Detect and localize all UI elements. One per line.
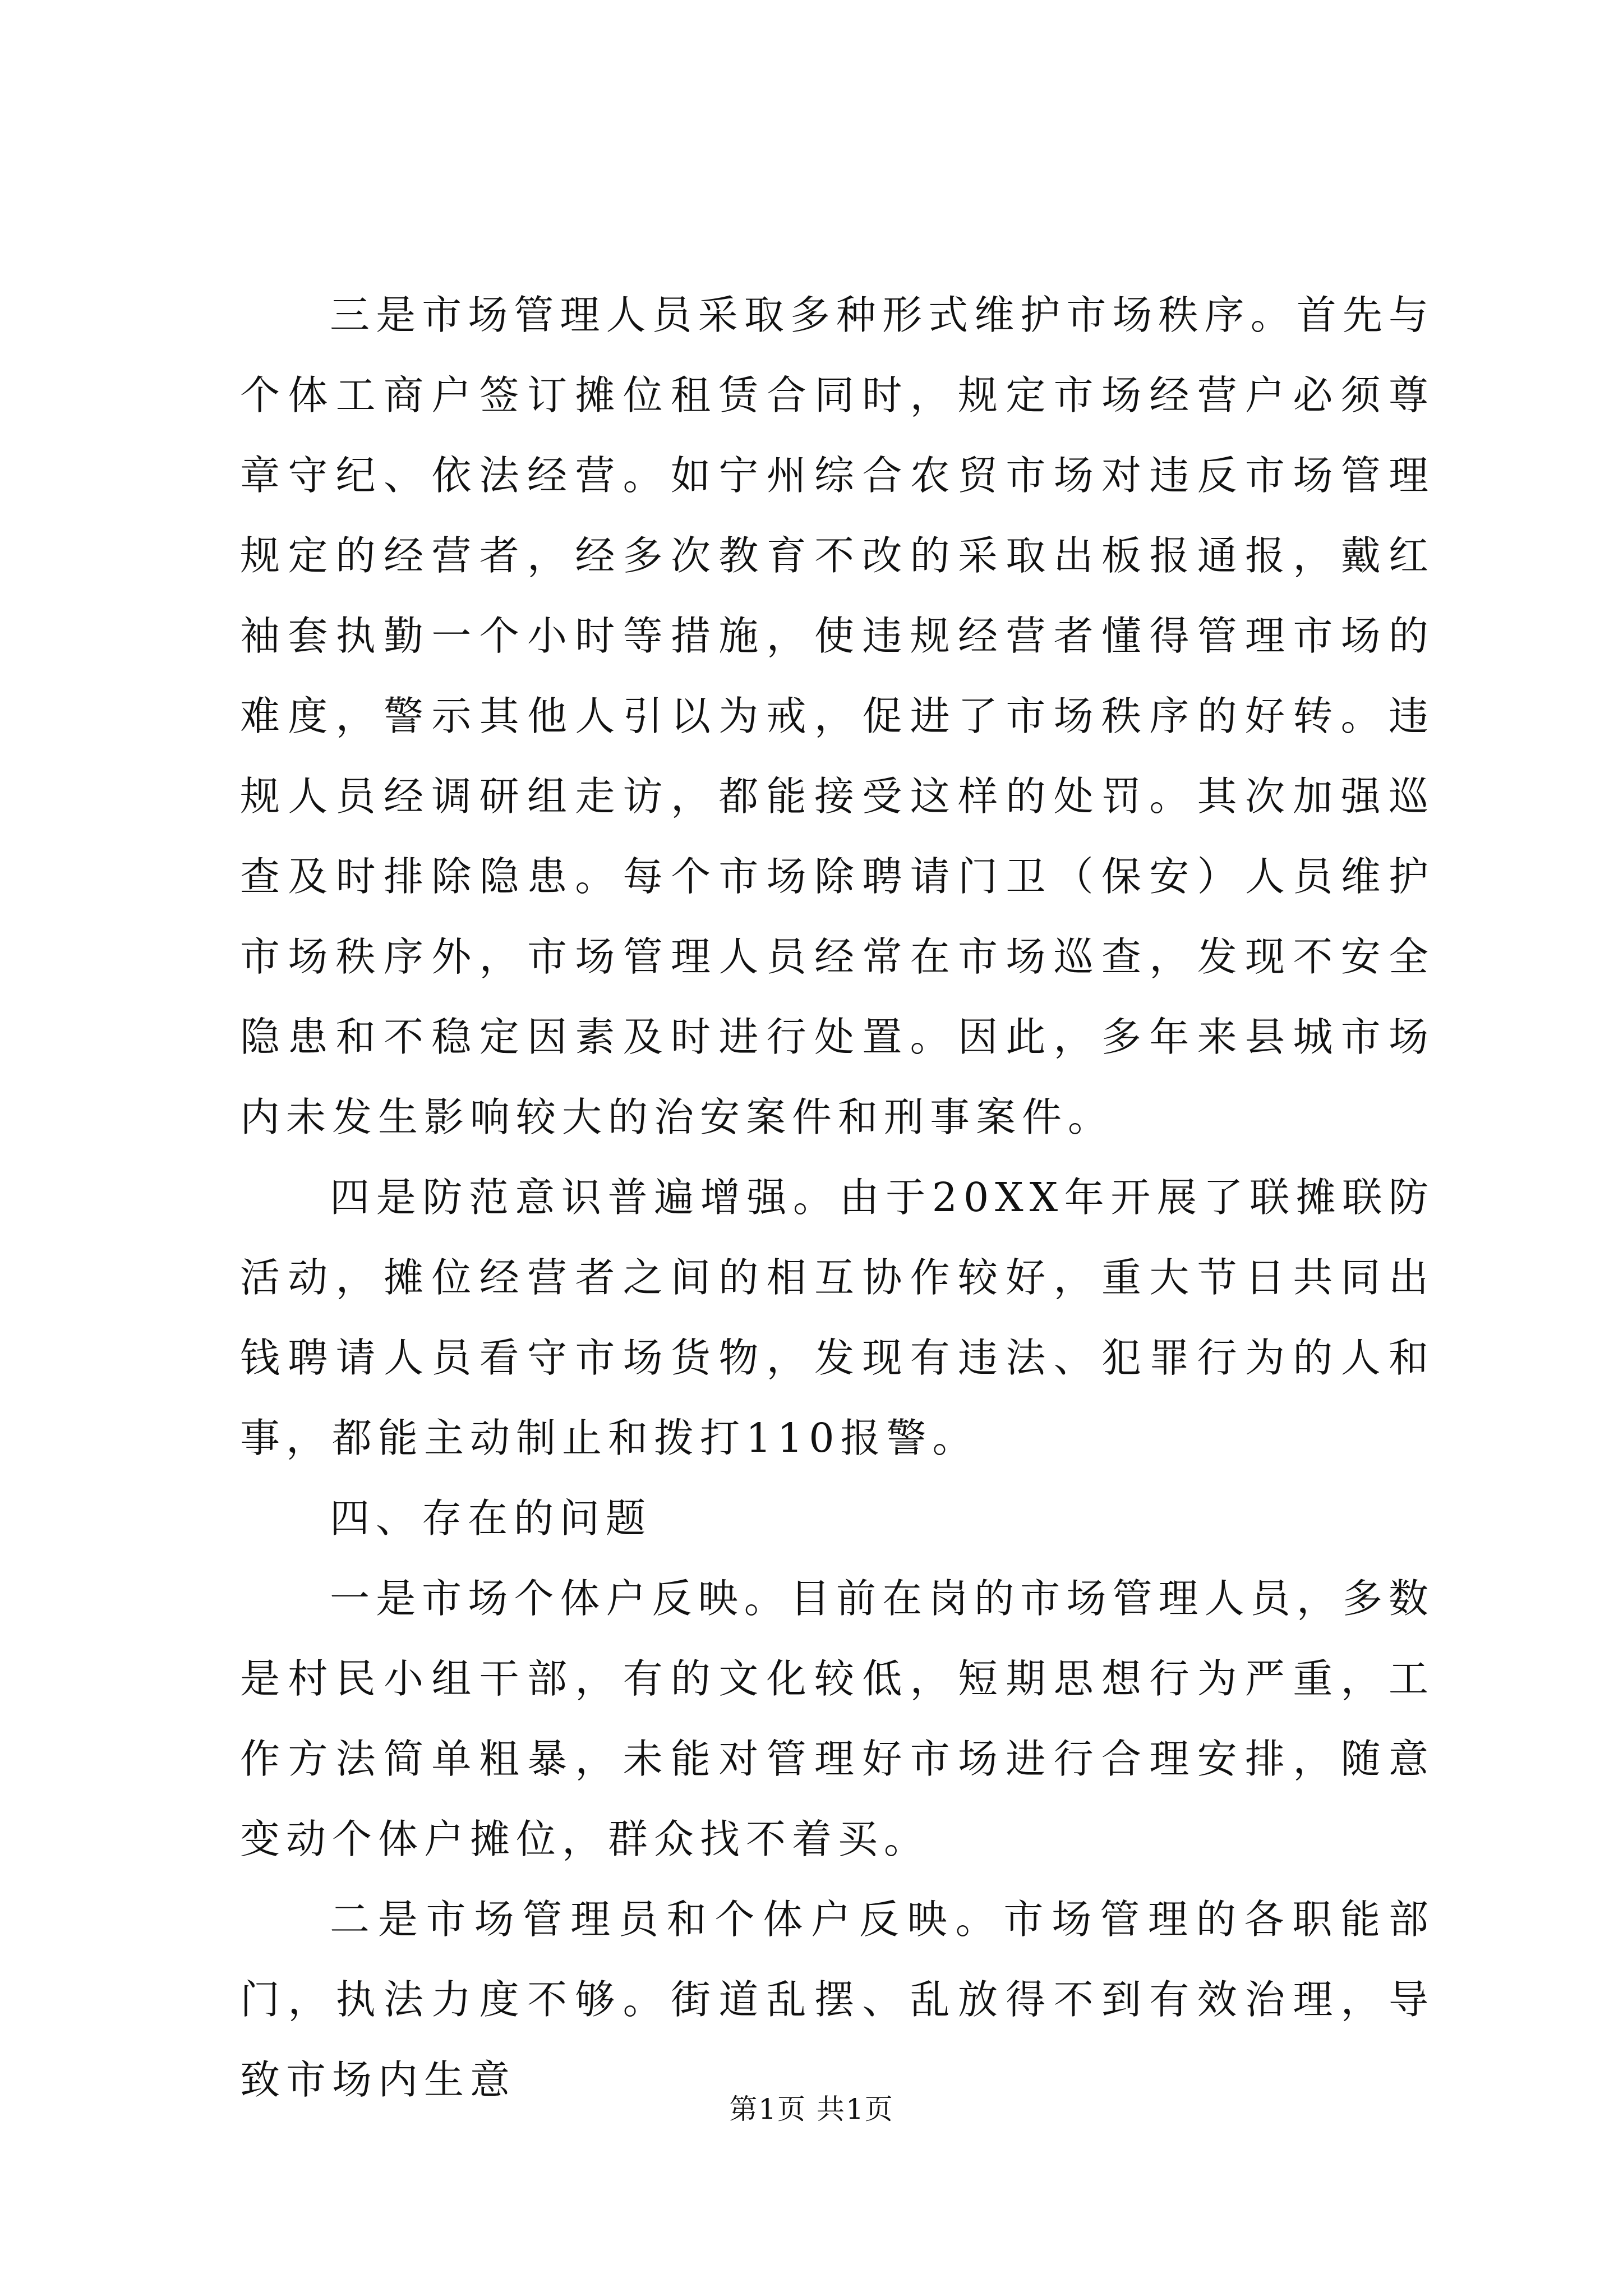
page-footer: 第1页 共1页 [729, 2093, 894, 2125]
paragraph-market-order: 三是市场管理人员采取多种形式维护市场秩序。首先与个体工商户签订摊位租赁合同时，规定市场经营户必须尊章守纪、依法经营。如宁州综合农贸市场对违反市场管理规定的经营者，经多次教育不改的采取出板报通报，戴红袖套执勤一个小时等措施，使违规经营者懂得管理市场的难度，警示其他人引以为戒，促进了市场秩序的好转。违规人员经调研组走访，都能接受这样的处罚。其次加强巡查及时排除隐患。每个市场除聘请门卫（保安）人员维护市场秩序外，市场管理人员经常在市场巡查，发现不安全隐患和不稳定因素及时进行处置。因此，多年来县城市场内未发生影响较大的治安案件和刑事案件。 [240, 292, 1435, 1140]
paragraph-vendor-feedback: 一是市场个体户反映。目前在岗的市场管理人员，多数是村民小组干部，有的文化较低，短期思想行为严重，工作方法简单粗暴，未能对管理好市场进行合理安排，随意变动个体户摊位，群众找不着买。 [240, 1575, 1435, 1862]
paragraph-enforcement-feedback: 二是市场管理员和个体户反映。市场管理的各职能部门，执法力度不够。街道乱摆、乱放得不到有效治理，导致市场内生意 [240, 1896, 1435, 2103]
document-body [240, 275, 1435, 2120]
section-heading-problems: 四、存在的问题 [330, 1495, 652, 1542]
paragraph-prevention-awareness: 四是防范意识普遍增强。由于20XX年开展了联摊联防活动，摊位经营者之间的相互协作较好，重大节日共同出钱聘请人员看守市场货物，发现有违法、犯罪行为的人和事，都能主动制止和拨打110报警。 [240, 1174, 1435, 1461]
